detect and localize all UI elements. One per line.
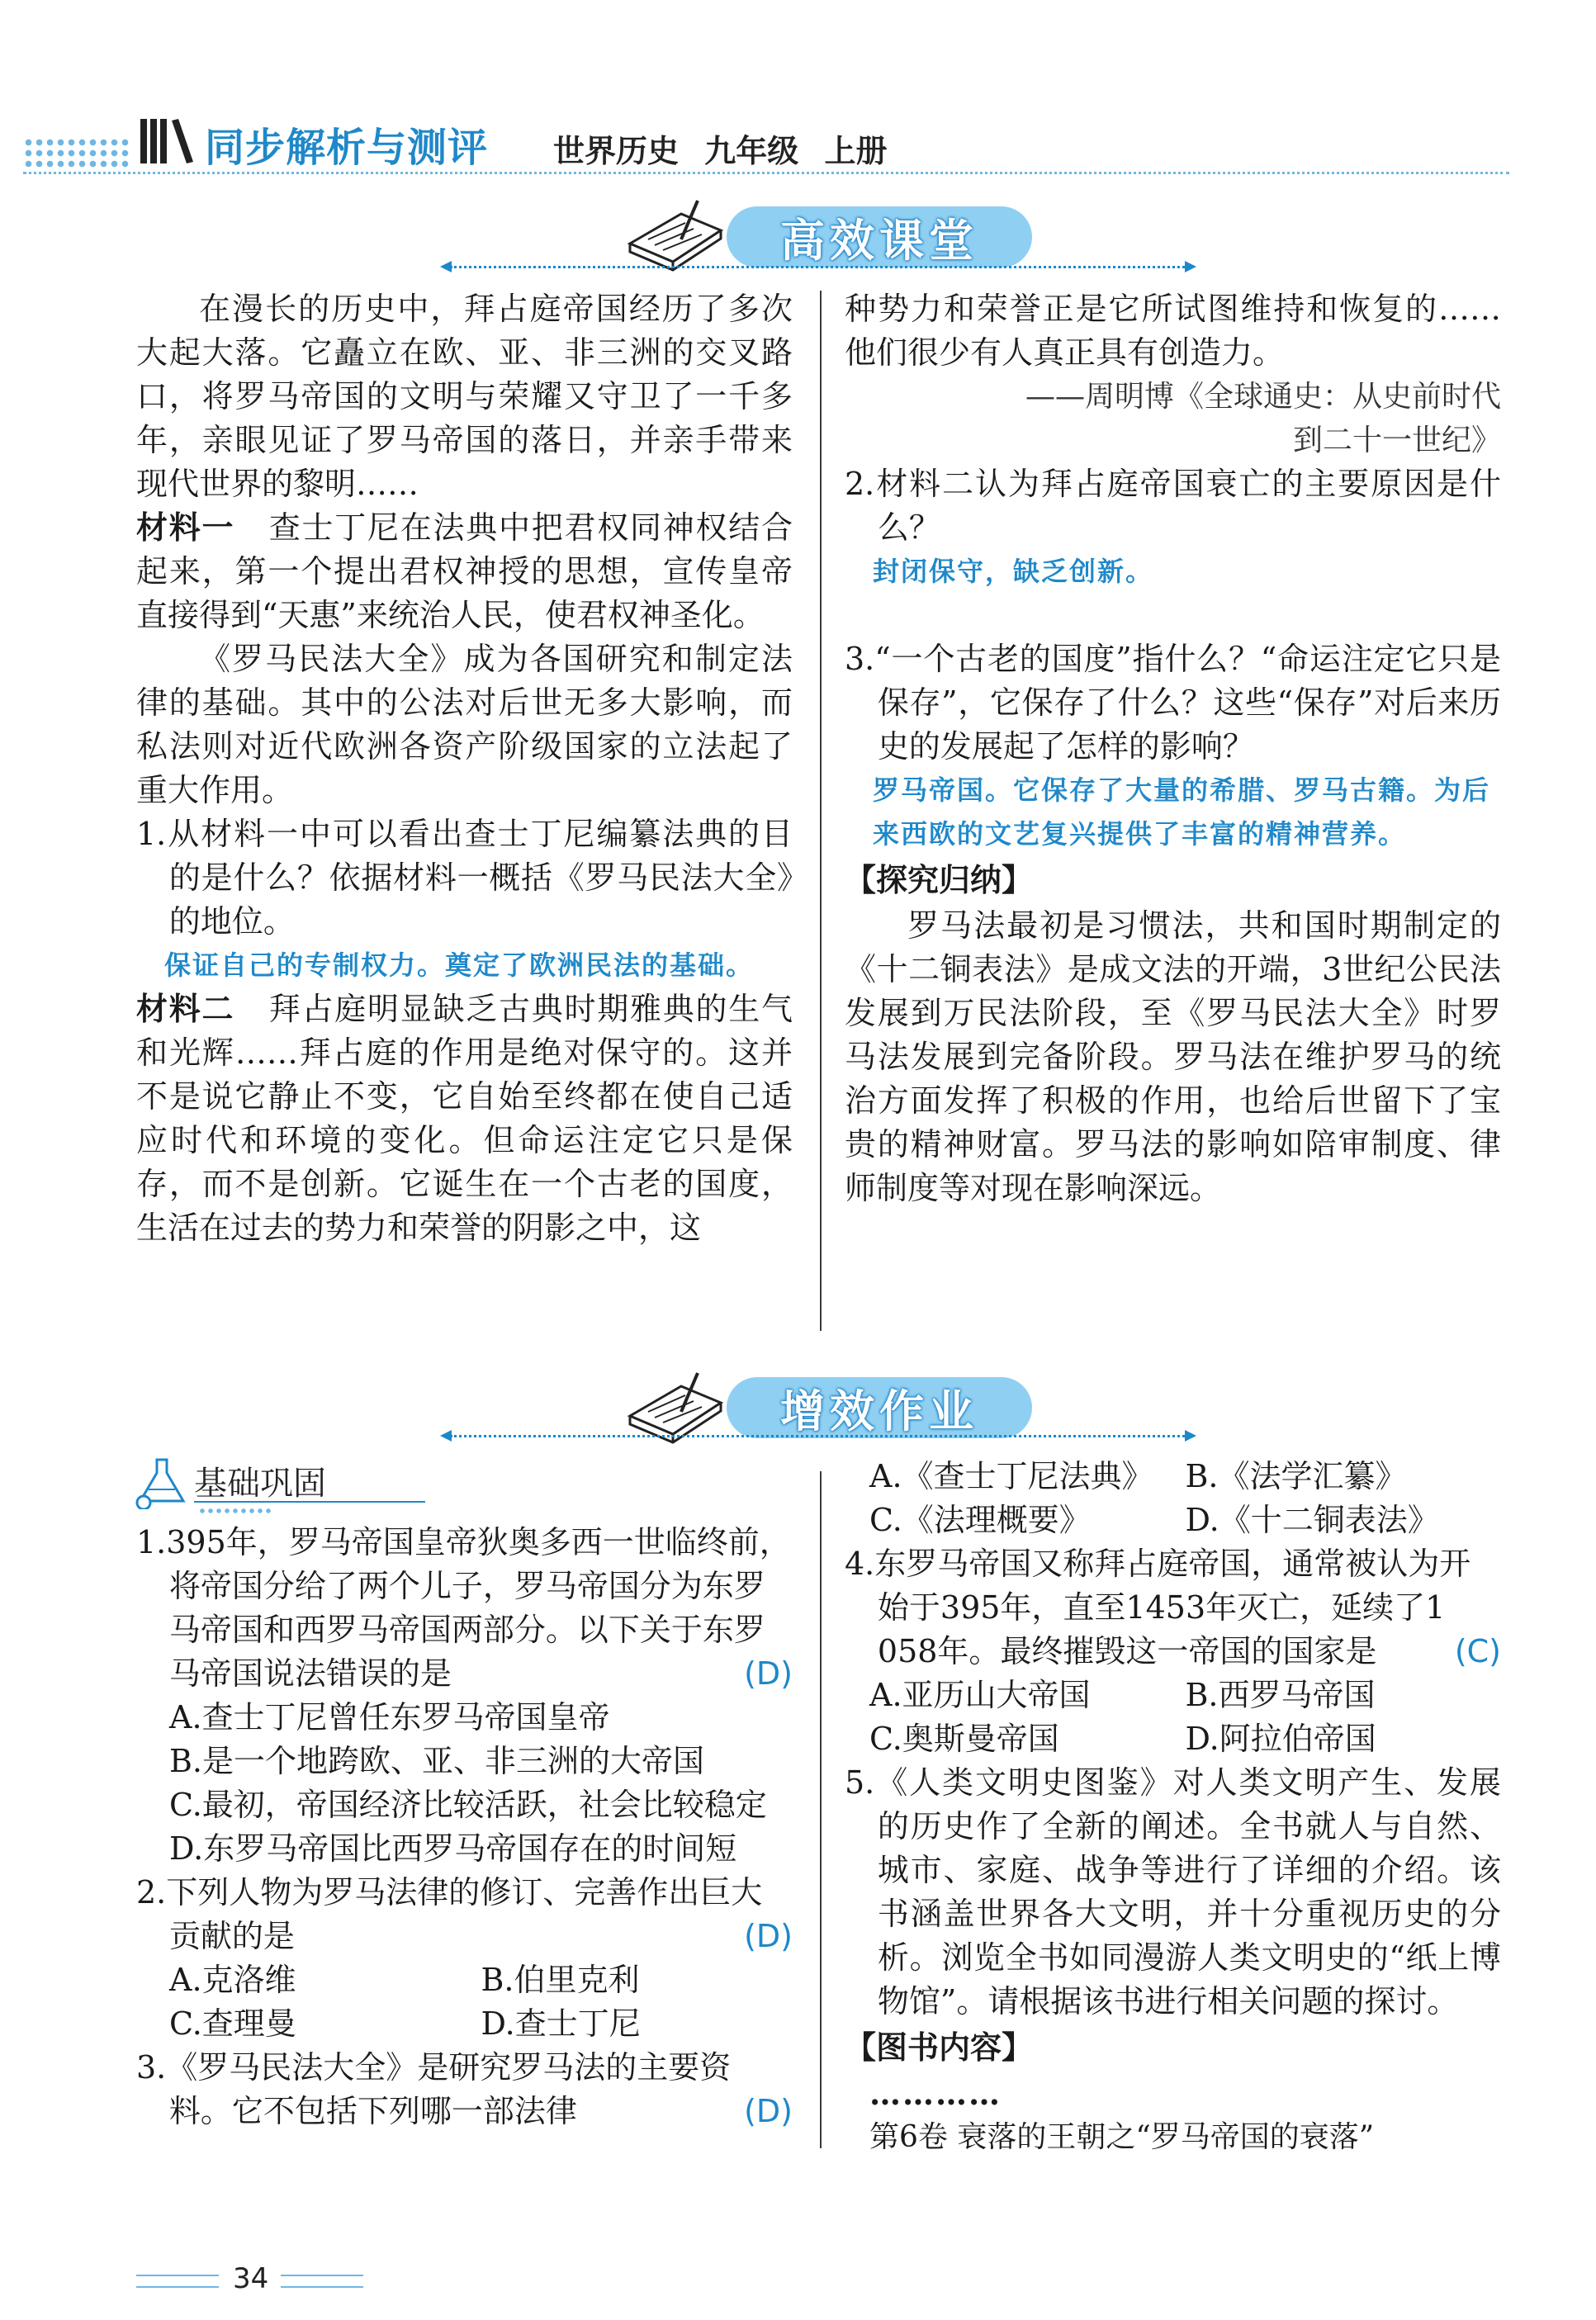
ellipsis-line: …………	[869, 2075, 1002, 2112]
option: C.奥斯曼帝国	[869, 1721, 1059, 1757]
question-stem: 1.395年，罗马帝国皇帝狄奥多西一世临终前，将帝国分给了两个儿子，罗马帝国分为东罗马帝国和西罗马帝国两部分。以下关于东罗马帝国说法错误的是	[136, 1524, 791, 1692]
arrow-left-icon	[440, 261, 452, 272]
header-rule	[23, 172, 1509, 174]
option: C.《法理概要》	[869, 1502, 1091, 1538]
option: D.查士丁尼	[481, 2005, 641, 2042]
hw-question-4	[845, 1542, 1501, 1674]
answer-2: 封闭保守，缺乏创新。	[873, 556, 1154, 587]
material2-text: 拜占庭明显缺乏古典时期雅典的生气和光辉……拜占庭的作用是绝对保守的。这并不是说它静止不变，它自始至终都在使自己适应时代和环境的变化。但命运注定它只是保存，而不是创新。它诞生在一个古老的国度，生活在过去的势力和荣誉的阴影之中，这	[136, 991, 793, 1246]
summary-title: 【探究归纳】	[845, 862, 1034, 898]
question-1: 1.从材料一中可以看出查士丁尼编纂法典的目的是什么？依据材料一概括《罗马民法大全》的地位。	[136, 816, 793, 940]
basics-dots-decoration	[198, 1507, 272, 1515]
page-number: 34	[233, 2262, 269, 2295]
hw-question-3	[136, 2046, 793, 2133]
column-divider	[820, 1471, 822, 2148]
option: A.克洛维	[169, 1962, 296, 1998]
footer-rule-right	[281, 2275, 363, 2288]
answer-1: 保证自己的专制权力。奠定了欧洲民法的基础。	[164, 949, 755, 981]
option: C.查理曼	[169, 2005, 296, 2042]
series-title: 同步解析与测评	[205, 125, 489, 171]
summary-text: 罗马法最初是习惯法，共和国时期制定的《十二铜表法》是成文法的开端，3世纪公民法发展到万民法阶段，至《罗马民法大全》时罗马法发展到完备阶段。罗马法在维护罗马的统治方面发挥了积极的作用，也给后世留下了宝贵的精神财富。罗马法的影响如陪审制度、律师制度等对现在影响深远。	[845, 907, 1501, 1206]
homework-left-column	[136, 1521, 793, 2133]
source-line-2: 到二十一世纪》	[1292, 424, 1501, 457]
answer-3: 罗马帝国。它保存了大量的希腊、罗马古籍。为后来西欧的文艺复兴提供了丰富的精神营养。	[873, 774, 1491, 850]
answer-mark: (D)	[744, 2093, 793, 2129]
option: D.《十二铜表法》	[1185, 1502, 1439, 1538]
option: D.东罗马帝国比西罗马帝国存在的时间短	[169, 1830, 737, 1867]
books-logo-icon	[139, 116, 198, 167]
book-subtitle: 世界历史 九年级 上册	[553, 133, 888, 169]
book-content-title: 【图书内容】	[845, 2029, 1034, 2066]
arrow-right-icon	[1185, 1430, 1196, 1442]
arrow-left-icon	[440, 1430, 452, 1442]
question-stem: 3.《罗马民法大全》是研究罗马法的主要资料。它不包括下列哪一部法律	[136, 2049, 732, 2129]
footer-rule-left	[136, 2275, 219, 2288]
option: B.西罗马帝国	[1185, 1677, 1376, 1713]
material1-paragraph2: 《罗马民法大全》成为各国研究和制定法律的基础。其中的公法对后世无多大影响，而私法则对近代欧洲各资产阶级国家的立法起了重大作用。	[136, 641, 793, 808]
material1-text: 查士丁尼在法典中把君权同神权结合起来，第一个提出君权神授的思想，宣传皇帝直接得到“天惠”来统治人民，使君权神圣化。	[136, 509, 793, 633]
homework-right-column	[845, 1455, 1501, 2159]
volume-line: 第6卷 衰落的王朝之“罗马帝国的衰落”	[869, 2120, 1375, 2154]
material2-continued: 种势力和荣誉正是它所试图维持和恢复的……他们很少有人真正具有创造力。	[845, 291, 1501, 371]
option: A.亚历山大帝国	[869, 1677, 1091, 1713]
reading-left-column	[136, 287, 793, 1250]
section-banner-homework	[727, 1377, 1032, 1438]
answer-mark: (D)	[744, 1918, 793, 1954]
basics-title: 基础巩固	[194, 1465, 326, 1503]
flask-icon	[132, 1455, 190, 1509]
answer-mark: (D)	[744, 1655, 793, 1692]
hw-question-5: 5.《人类文明史图鉴》对人类文明产生、发展的历史作了全新的阐述。全书就人与自然、城市、家庭、战争等进行了详细的介绍。该书涵盖世界各大文明，并十分重视历史的分析。浏览全书如同漫游人类文明史的“纸上博物馆”。请根据该书进行相关问题的探讨。	[845, 1764, 1501, 2019]
hw-question-2	[136, 1871, 793, 1958]
option: A.查士丁尼曾任东罗马帝国皇帝	[169, 1699, 610, 1735]
question-stem: 2.下列人物为罗马法律的修订、完善作出巨大贡献的是	[136, 1874, 763, 1954]
option: B.《法学汇纂》	[1185, 1458, 1407, 1494]
option: A.《查士丁尼法典》	[869, 1458, 1153, 1494]
header-dots-decoration	[23, 137, 130, 170]
option: C.最初，帝国经济比较活跃，社会比较稳定	[169, 1787, 767, 1823]
question-stem: 4.东罗马帝国又称拜占庭帝国，通常被认为开始于395年，直至1453年灭亡，延续了1 058年。最终摧毁这一帝国的国家是	[845, 1546, 1471, 1669]
reading-right-column	[845, 287, 1501, 1210]
intro-paragraph: 在漫长的历史中，拜占庭帝国经历了多次大起大落。它矗立在欧、亚、非三洲的交叉路口，将罗马帝国的文明与荣耀又守卫了一千多年，亲眼见证了罗马帝国的落日，并亲手带来现代世界的黎明……	[136, 291, 793, 502]
section-title: 高效课堂	[780, 214, 978, 267]
question-3: 3.“一个古老的国度”指什么？“命运注定它只是保存”，它保存了什么？这些“保存”对后来历史的发展起了怎样的影响？	[845, 641, 1501, 765]
option: B.是一个地跨欧、亚、非三洲的大帝国	[169, 1743, 705, 1779]
arrow-right-icon	[1185, 261, 1196, 272]
banner-rule	[450, 1435, 1185, 1437]
open-book-icon	[623, 194, 731, 277]
material1-label: 材料一	[136, 509, 235, 546]
hw-question-1	[136, 1521, 793, 1696]
basics-title-underline	[194, 1501, 425, 1503]
question-2: 2.材料二认为拜占庭帝国衰亡的主要原因是什么？	[845, 466, 1501, 546]
answer-mark: (C)	[1454, 1633, 1501, 1669]
section-banner-efficient-class	[727, 206, 1032, 268]
column-divider	[820, 291, 822, 1331]
banner-rule	[450, 266, 1185, 268]
option: B.伯里克利	[481, 1962, 640, 1998]
section-title: 增效作业	[780, 1385, 978, 1437]
material2-label: 材料二	[136, 991, 235, 1027]
option: D.阿拉伯帝国	[1185, 1721, 1376, 1757]
source-line-1: ——周明博《全球通史：从史前时代	[1025, 380, 1501, 414]
